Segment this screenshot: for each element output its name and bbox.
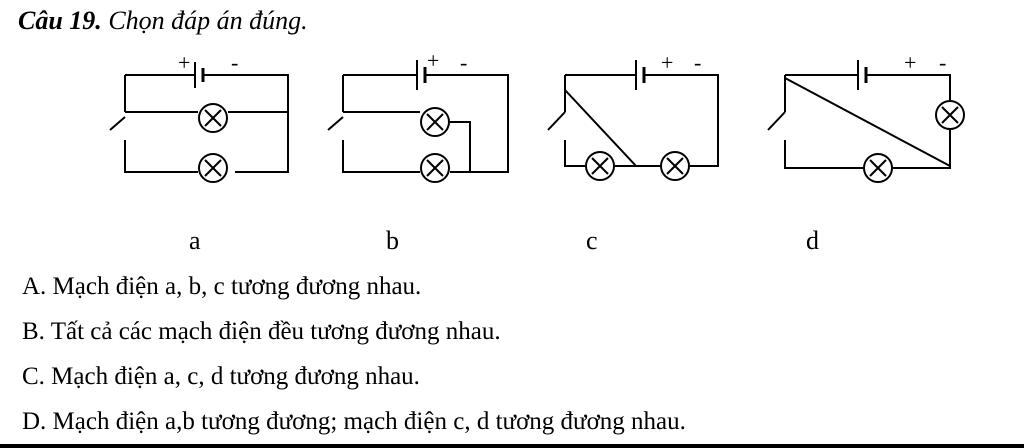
circuit-b bbox=[328, 48, 508, 182]
bottom-border bbox=[0, 444, 1024, 448]
circuit-c bbox=[548, 50, 718, 180]
diagram-label-d: d bbox=[806, 226, 819, 255]
answer-options bbox=[22, 264, 686, 444]
battery-plus: + bbox=[661, 50, 674, 75]
battery-minus: - bbox=[460, 50, 468, 75]
battery-minus: - bbox=[231, 50, 239, 75]
battery-minus: - bbox=[694, 50, 702, 75]
circuit-d bbox=[768, 50, 964, 182]
battery-plus: + bbox=[427, 48, 440, 73]
diagram-label-c: c bbox=[586, 226, 598, 255]
circuit-a bbox=[110, 50, 288, 182]
option-a[interactable]: A. Mạch điện a, b, c tương đương nhau. bbox=[22, 273, 422, 300]
option-d[interactable]: D. Mạch điện a,b tương đương; mạch điện c, d tương đương nhau. bbox=[22, 408, 686, 435]
diagram-label-a: a bbox=[189, 226, 201, 255]
battery-plus: + bbox=[178, 50, 191, 75]
question-number: Câu 19. bbox=[18, 6, 102, 35]
option-c[interactable]: C. Mạch điện a, c, d tương đương nhau. bbox=[22, 363, 420, 390]
question-prompt: Chọn đáp án đúng. bbox=[108, 6, 308, 35]
diagram-label-b: b bbox=[386, 226, 399, 255]
battery-minus: - bbox=[939, 50, 947, 75]
option-b[interactable]: B. Tất cả các mạch điện đều tương đương nhau. bbox=[22, 318, 501, 345]
battery-plus: + bbox=[904, 50, 917, 75]
